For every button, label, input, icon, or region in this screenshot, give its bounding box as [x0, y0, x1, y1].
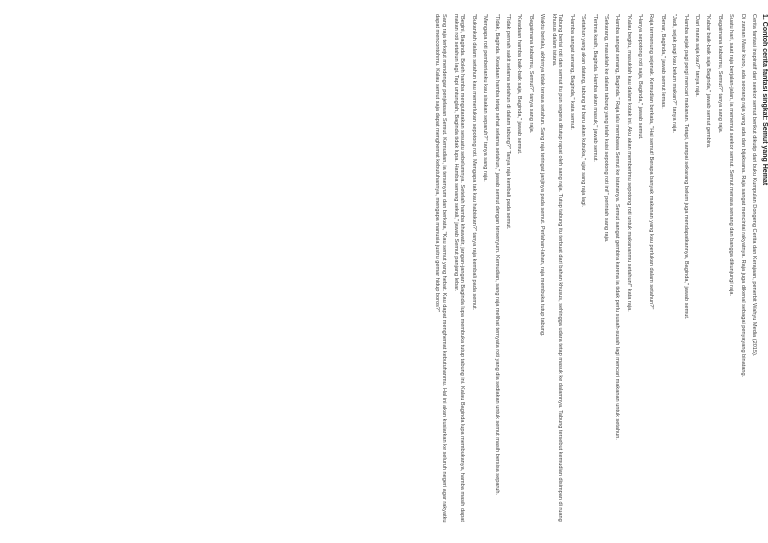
paragraph: "Dari mana saja kau?" tanya raja. [694, 14, 701, 97]
paragraph: "Hamba sangat senang, Baginda." Raja lalu membawa Semut ke istananya. Semut sangat gembira karena ia tidak perlu susah-susah lagi mencari makanan untuk setahun. [614, 14, 621, 440]
paragraph: "Bagaimana kabarmu, Semut?" tanya sang raja. [527, 14, 534, 134]
paragraph: "Begini, Baginda. Boleh hamba mengutarakan sesuatu sebelumnya. Setelah hamba khawatir, jangan-jangan Baginda lupa membuka tutup tabung ini. Kalau Baginda lupa membukanya, hamba masih dapat makan roti setahun lagi. Tapi untunglah, Baginda tidak lupa. Hamba senang sekali," jawab Semut panjang lebar. [452, 14, 466, 522]
paragraph: Di zaman Masir kuno, ada seorang raja yang ada dan bijaksana. Raja sangat mencintai rakyatnya. Raja juga dikenal sebagai penyayang binatang. [739, 14, 746, 378]
paragraph: Tabung berisi roti dan semut itu pun segera ditutup rapat oleh sang raja. Tutup tabung itu terbuat dari bahan khusus, sehingga udara tetap masuk ke dalamnya. Tabung tersebut kemudian disimpan di ruang khusus dalam istana. [550, 14, 564, 522]
paragraph: "Kabar baik-baik saja Baginda," jawab semut gembira. [705, 14, 712, 149]
document-body [434, 14, 757, 528]
paragraph: "Jadi, sejak pagi kau belum makan?" tanya raja. [671, 14, 678, 134]
paragraph: Sang raja terkejut mendengar penjelasan Semut. Kemudian, ia tersenyum dan berkata, "Kau semut yang hebat. Kau dapat menghemat kebutuhanmu. Hal ini akan kusiarkan ke seluruh negeri agar rakyatku dapat mencontohmu. Kalau semut saja dapat menghemat kebutuhannya, mengapa manusia justru gemar hidup boros?" [434, 14, 448, 523]
paragraph: Waktu berlalu, akhirnya tidak terasa setahun. Sang raja teringat janjinya pada semut. Perlahan-lahan, raja membuka tutup tabung. [539, 14, 546, 337]
paragraph: "Hamba sejak pagi pergi mencari makanan. Tetapi, sampai sekarang belum juga mendapatkannya, Baginda," jawab semut. [682, 14, 689, 320]
paragraph: "Bagaimana kabarmu, Semut?" tanya sang raja. [716, 14, 723, 134]
paragraph: "Terima kasih, Baginda. Hamba akan masuk," jawab semut. [591, 14, 598, 162]
paragraph: "Sekarang, masuklah ke dalam tabung yang telah kuisi sepotong roti ini!" perintah sang raja. [602, 14, 609, 243]
paragraph: "Benar, Baginda," jawab semut lemas. [659, 14, 666, 109]
paragraph: "Tidak, Baginda. Keadaan hamba tetap sehat selama setahun," jawab semut dengan tersenyum. Kemudian, sang raja melihat ternyata roti yang dia sediakan untuk semut masih bersisa separuh. [493, 14, 500, 496]
paragraph: "Setahun yang akan datang, tabung ini baru akan kubuka," ujar sang raja lagi. [580, 14, 587, 208]
paragraph: "Bukankah dalam setahun kau memerlukan sepotong roti. Mengapa tak kau habiskan?" tanya raja kembali pada semut. [470, 14, 477, 311]
paragraph: "Hamba sangat senang, Baginda," kata semut. [568, 14, 575, 130]
paragraph: "Tidak pernah sakit selama setahun di dalam tabung?" Tanya raja kembali pada semut. [505, 14, 511, 230]
paragraph: "Mengapa roti pemberianku kau sisakan separuh?" tanya sang raja. [482, 14, 489, 182]
paragraph: "Kalau begitu, masuklah kau dalam kotak ini. Aku akan memberimu sepotong roti untuk makananmu setahun!" kata raja. [625, 14, 632, 312]
document-title: 1. Contoh cerita fantasi singkat: Semut yang Hemat [761, 14, 768, 186]
paragraph: Raja termenung sejenak. Kemudian berkata, "Hai semut! Berapa banyak makanan yang kau perlukan dalam setahun?" [648, 14, 655, 310]
paragraph: Cerita fantasi inspiratif dari seekor semut berikut dikutip dari buku Kumpulan Dongeng Cerita dan Kerajaan, penerbit Wahyu Media (2015). [751, 14, 757, 357]
paragraph: Suatu hari, saat raja berjalan-jalan, ia menemui seekor semut. Semut merasa senang dan bangga dikunjungi raja. [728, 14, 735, 297]
paragraph: "Keadaan hamba baik-baik saja, Baginda," jawab semut. [516, 14, 523, 155]
paragraph: "Hanya sepotong roti saja, Baginda," jawab semut. [637, 14, 644, 140]
document-page [14, 6, 768, 536]
